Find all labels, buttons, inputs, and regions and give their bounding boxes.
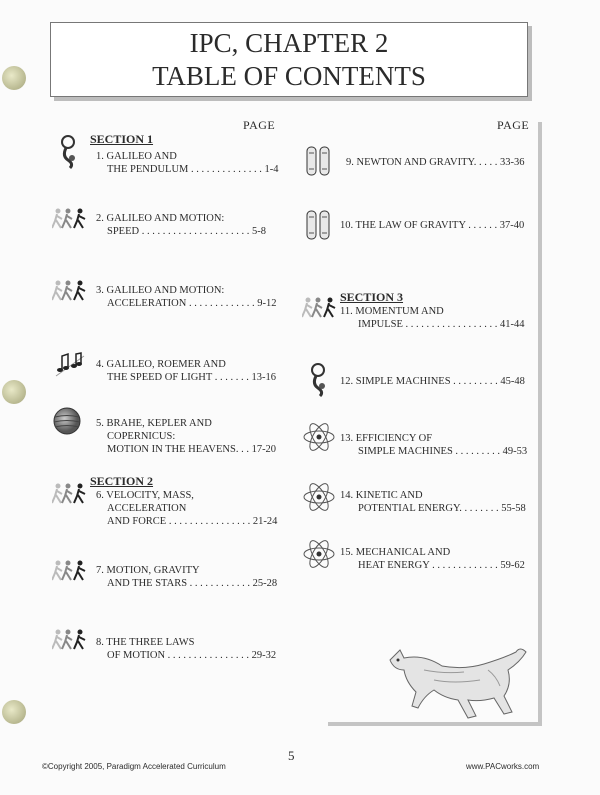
entry-title: 13. EFFICIENCY OF (340, 433, 433, 444)
toc-entry-13 (340, 432, 527, 458)
runners-icon (302, 297, 340, 319)
entry-title: IMPULSE . . . . . . . . . . . . . . . . . . 41-44 (358, 319, 525, 330)
entry-title: 11. MOMENTUM AND (340, 306, 444, 317)
entry-title: POTENTIAL ENERGY. . . . . . . . 55-58 (358, 503, 526, 514)
entry-title: MOTION IN THE HEAVENS. . . 17-20 (107, 444, 277, 455)
entry-title: 8. THE THREE LAWS (96, 637, 195, 648)
entry-title: COPERNICUS: (107, 431, 176, 442)
page-number: 5 (288, 748, 295, 763)
page-column-header: PAGE (243, 118, 276, 132)
section-1-heading: SECTION 1 (90, 132, 154, 146)
toc-entry-4 (96, 358, 276, 384)
entry-title: AND THE STARS . . . . . . . . . . . . 25-28 (107, 578, 278, 589)
entry-title: AND FORCE . . . . . . . . . . . . . . . . 21-24 (107, 516, 278, 527)
toc-entry-12 (340, 375, 525, 388)
entry-title: 9. NEWTON AND GRAVITY. . . . . 33-36 (346, 157, 525, 168)
entry-title: 2. GALILEO AND MOTION: (96, 213, 225, 224)
entry-title: 1. GALILEO AND (96, 151, 177, 162)
entry-title: 14. KINETIC AND (340, 490, 423, 501)
toc-entry-10 (340, 219, 524, 232)
entry-title: 4. GALILEO, ROEMER AND (96, 359, 226, 370)
section-2-heading: SECTION 2 (90, 474, 154, 488)
toc-entry-11 (340, 305, 525, 331)
title-box (50, 22, 528, 97)
entry-title: ACCELERATION (107, 503, 187, 514)
entry-title: 6. VELOCITY, MASS, (96, 490, 194, 501)
runners-icon (52, 629, 90, 651)
page-column-header: PAGE (497, 118, 530, 132)
section-3-heading: SECTION 3 (340, 290, 404, 304)
scrolls-icon (304, 207, 334, 243)
pendulum-icon (306, 362, 332, 398)
music-notes-icon (54, 350, 86, 380)
runners-icon (52, 560, 90, 582)
entry-title: 10. THE LAW OF GRAVITY . . . . . . 37-40 (340, 220, 525, 231)
entry-title: 15. MECHANICAL AND (340, 547, 451, 558)
entry-title: 3. GALILEO AND MOTION: (96, 285, 225, 296)
toc-entry-3 (96, 284, 276, 310)
atom-icon (302, 480, 336, 514)
binder-hole (2, 66, 26, 90)
copyright-text: ©Copyright 2005, Paradigm Accelerated Curriculum (42, 762, 226, 771)
title-line-2: TABLE OF CONTENTS (152, 61, 426, 91)
atom-icon (302, 420, 336, 454)
toc-entry-7 (96, 564, 277, 590)
pendulum-icon (56, 134, 82, 170)
toc-entry-1 (96, 150, 279, 176)
entry-title: OF MOTION . . . . . . . . . . . . . . . . 29-32 (107, 650, 277, 661)
atom-icon (302, 537, 336, 571)
entry-title: SIMPLE MACHINES . . . . . . . . . 49-53 (358, 446, 528, 457)
title-line-1: IPC, CHAPTER 2 (189, 28, 389, 58)
toc-entry-15 (340, 546, 525, 572)
toc-entry-8 (96, 636, 276, 662)
entry-title: ACCELERATION . . . . . . . . . . . . . 9-12 (107, 298, 277, 309)
toc-entry-5 (96, 417, 276, 456)
entry-title: SPEED . . . . . . . . . . . . . . . . . . . . . 5-8 (107, 226, 266, 237)
entry-title: THE SPEED OF LIGHT . . . . . . . 13-16 (107, 372, 276, 383)
toc-entry-9 (346, 156, 525, 169)
entry-title: 7. MOTION, GRAVITY (96, 565, 200, 576)
entry-title: 5. BRAHE, KEPLER AND (96, 418, 212, 429)
frame-border (538, 122, 542, 722)
binder-hole (2, 380, 26, 404)
runners-icon (52, 483, 90, 505)
entry-title: HEAT ENERGY . . . . . . . . . . . . . 59-62 (358, 560, 525, 571)
runners-icon (52, 280, 90, 302)
binder-hole (2, 700, 26, 724)
toc-entry-6 (96, 489, 277, 528)
website-text: www.PACworks.com (466, 762, 540, 771)
entry-title: THE PENDULUM . . . . . . . . . . . . . . 1-4 (107, 164, 279, 175)
toc-entry-2 (96, 212, 266, 238)
entry-title: 12. SIMPLE MACHINES . . . . . . . . . 45-48 (340, 376, 525, 387)
planet-icon (52, 406, 82, 436)
scrolls-icon (304, 143, 334, 179)
runners-icon (52, 208, 90, 230)
wolf-illustration (384, 640, 534, 724)
toc-entry-14 (340, 489, 526, 515)
